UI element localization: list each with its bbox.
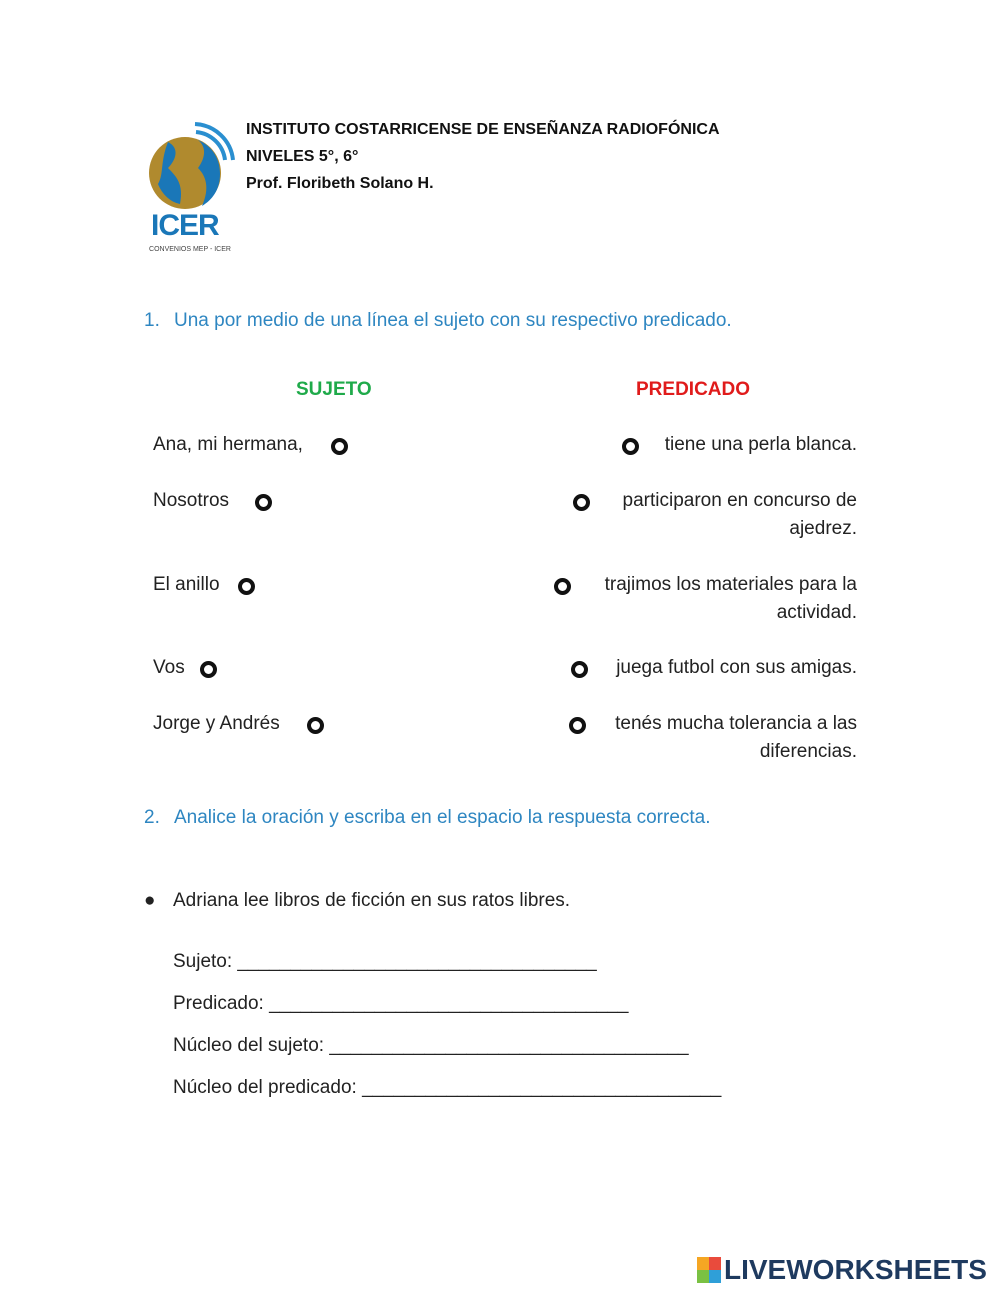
sentence-text: Adriana lee libros de ficción en sus ratos libres. (173, 890, 571, 911)
levels-text: NIVELES 5°, 6° (246, 148, 359, 165)
bullet-icon: ● (144, 890, 156, 911)
exercise1-text: Una por medio de una línea el sujeto con su respectivo predicado. (174, 310, 732, 331)
exercise2-text: Analice la oración y escriba en el espacio la respuesta correcta. (174, 807, 711, 828)
subject-answer-field[interactable]: Sujeto: __________________________________ (173, 951, 597, 972)
predicate-connector-dot[interactable] (622, 438, 639, 455)
exercise1-instruction (144, 310, 732, 332)
exercise2-instruction (144, 807, 711, 829)
predicate-connector-dot[interactable] (571, 661, 588, 678)
predicate-connector-dot[interactable] (554, 578, 571, 595)
subject-connector-dot[interactable] (238, 578, 255, 595)
subject-connector-dot[interactable] (331, 438, 348, 455)
predicate-item: juega futbol con sus amigas. (616, 657, 857, 678)
icer-logo (140, 118, 240, 258)
teacher-name: Prof. Floribeth Solano H. (246, 175, 434, 192)
exercise2-number: 2. (144, 807, 160, 828)
header-block (246, 116, 720, 197)
subject-item: Ana, mi hermana, (153, 434, 303, 455)
icer-emblem-icon (140, 118, 240, 213)
subject-connector-dot[interactable] (200, 661, 217, 678)
liveworksheets-logo (697, 1254, 987, 1286)
subject-connector-dot[interactable] (307, 717, 324, 734)
predicate-item: tenés mucha tolerancia a las diferencias. (615, 713, 857, 762)
exercise1-number: 1. (144, 310, 160, 331)
subject-nucleus-answer-field[interactable]: Núcleo del sujeto: __________________________________ (173, 1035, 689, 1056)
subject-item: Vos (153, 657, 185, 678)
subject-item: Nosotros (153, 490, 230, 511)
subject-item: El anillo (153, 574, 220, 595)
liveworksheets-brand: LIVEWORKSHEETS (724, 1254, 987, 1285)
predicate-connector-dot[interactable] (569, 717, 586, 734)
predicate-item: tiene una perla blanca. (664, 434, 857, 455)
institution-name: INSTITUTO COSTARRICENSE DE ENSEÑANZA RADIOFÓNICA (246, 121, 720, 138)
logo-text: ICER (151, 209, 219, 242)
predicate-nucleus-answer-field[interactable]: Núcleo del predicado: __________________________________ (173, 1077, 722, 1098)
subject-header: SUJETO (296, 379, 372, 400)
sentence-bullet (144, 890, 570, 912)
liveworksheets-icon (697, 1257, 721, 1283)
subject-item: Jorge y Andrés (153, 713, 280, 734)
predicate-item: trajimos los materiales para la actividad. (604, 574, 857, 623)
subject-connector-dot[interactable] (255, 494, 272, 511)
predicate-header: PREDICADO (636, 379, 751, 400)
logo-subtext: CONVENIOS MEP - ICER (149, 246, 231, 253)
predicate-connector-dot[interactable] (573, 494, 590, 511)
predicate-item: participaron en concurso de ajedrez. (622, 490, 857, 539)
predicate-answer-field[interactable]: Predicado: __________________________________ (173, 993, 629, 1014)
